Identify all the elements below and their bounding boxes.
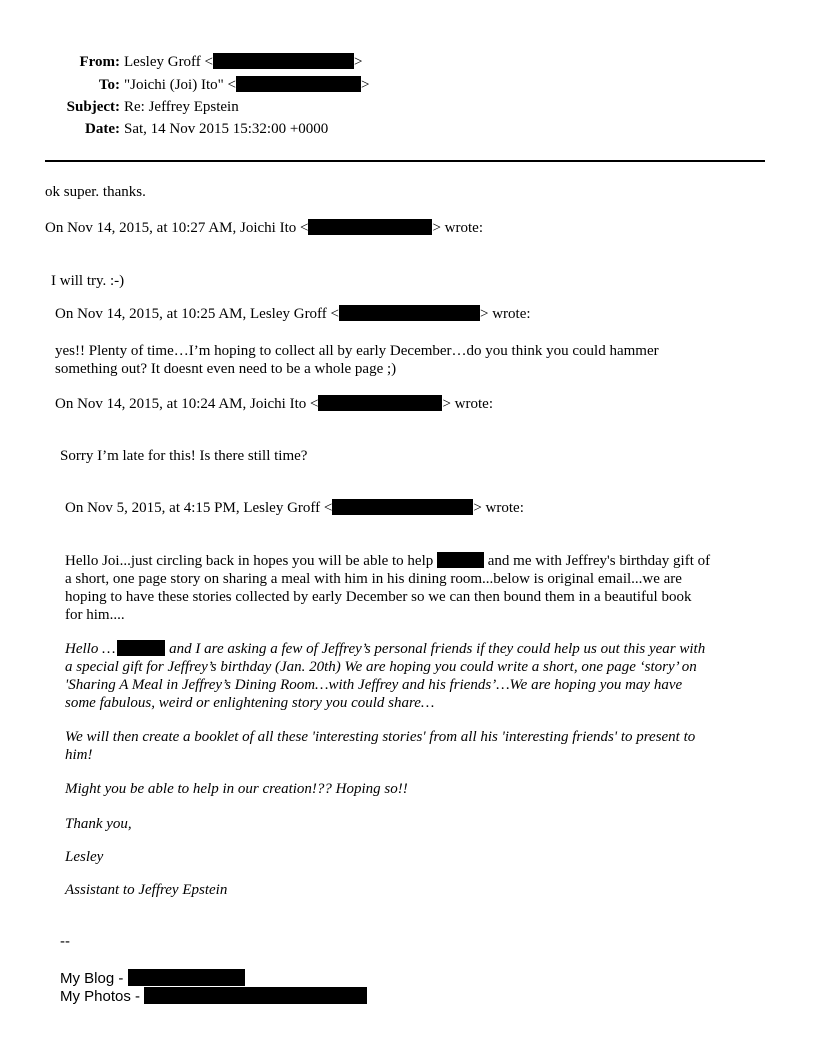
subject-value: Re: Jeffrey Epstein [124,99,239,115]
redaction-box [144,987,367,1004]
text-line: some fabulous, weird or enlightening story you could share… [65,695,435,711]
text-line: him! [65,747,93,763]
text-segment: Hello … [65,641,116,657]
booklet-paragraph [65,728,695,764]
attribution-text: On Nov 14, 2015, at 10:27 AM, Joichi Ito < [45,220,309,236]
attribution-text: On Nov 14, 2015, at 10:24 AM, Joichi Ito < [55,396,319,412]
from-label: From: [79,54,120,70]
photos-label: My Photos - [60,988,145,1005]
text-segment: Hello Joi...just circling back in hopes you will be able to help [65,553,434,569]
quote-attribution [65,499,524,517]
signature-name: Lesley [65,849,104,865]
text-line: something out? It doesnt even need to be a whole page ;) [55,361,397,377]
from-value [124,53,362,71]
to-value [124,76,369,94]
text-line: 'Sharing A Meal in Jeffrey’s Dining Room…with Jeffrey and his friends’…We are hoping you may have [65,677,683,693]
text-segment: and I are asking a few of Jeffrey’s personal friends if they could help us out this year with [169,641,706,657]
redaction-box [308,219,432,235]
reply-text: I will try. :-) [51,273,125,289]
text-line: hoping to have these stories collected by early December so we can then bound them in a beautiful book [65,589,692,605]
text-segment: and me with Jeffrey's birthday gift of [487,553,711,569]
reply-text [55,342,659,378]
date-value: Sat, 14 Nov 2015 15:32:00 +0000 [124,121,329,137]
header-divider [45,160,765,162]
attribution-text: On Nov 14, 2015, at 10:25 AM, Lesley Groff < [55,306,339,322]
signature-title: Assistant to Jeffrey Epstein [65,882,228,898]
blog-line [60,969,245,988]
reply-text: Sorry I’m late for this! Is there still time? [60,448,308,464]
quote-attribution [55,395,493,413]
text-line: yes!! Plenty of time…I’m hoping to collect all by early December…do you think you could hammer [55,343,659,359]
text-line [65,640,705,658]
date-label: Date: [85,121,120,137]
close-bracket: > [354,54,363,70]
signature-separator: -- [60,933,70,950]
to-label: To: [98,77,120,93]
message-body [65,552,710,624]
text-line: a special gift for Jeffrey’s birthday (Jan. 20th) We are hoping you could write a short, one page ‘story’ on [65,659,697,675]
quote-attribution [45,219,483,237]
to-name: "Joichi (Joi) Ito" < [124,77,236,93]
quote-attribution [55,305,531,323]
reply-text: ok super. thanks. [45,184,146,200]
attribution-text: On Nov 5, 2015, at 4:15 PM, Lesley Groff < [65,500,333,516]
text-line: for him.... [65,607,125,623]
wrote-text: > wrote: [480,306,531,322]
redaction-box [128,969,245,986]
original-email [65,640,705,712]
help-request: Might you be able to help in our creation!?? Hoping so!! [65,781,408,797]
wrote-text: > wrote: [432,220,483,236]
redaction-box [213,53,354,69]
redaction-box [339,305,480,321]
redaction-box [318,395,442,411]
photos-line [60,987,367,1006]
closing: Thank you, [65,816,132,832]
redaction-box [437,552,484,568]
wrote-text: > wrote: [473,500,524,516]
redaction-box [117,640,165,656]
blog-label: My Blog - [60,970,128,987]
redaction-box [236,76,361,92]
text-line: a short, one page story on sharing a meal with him in his dining room...below is original email...we are [65,571,682,587]
redaction-box [332,499,473,515]
email-header [0,53,816,153]
text-line: We will then create a booklet of all these 'interesting stories' from all his 'interesting friends' to present to [65,729,696,745]
close-bracket: > [360,77,370,93]
wrote-text: > wrote: [442,396,493,412]
text-line [65,552,710,570]
from-name: Lesley Groff < [124,54,213,70]
subject-label: Subject: [66,99,120,115]
